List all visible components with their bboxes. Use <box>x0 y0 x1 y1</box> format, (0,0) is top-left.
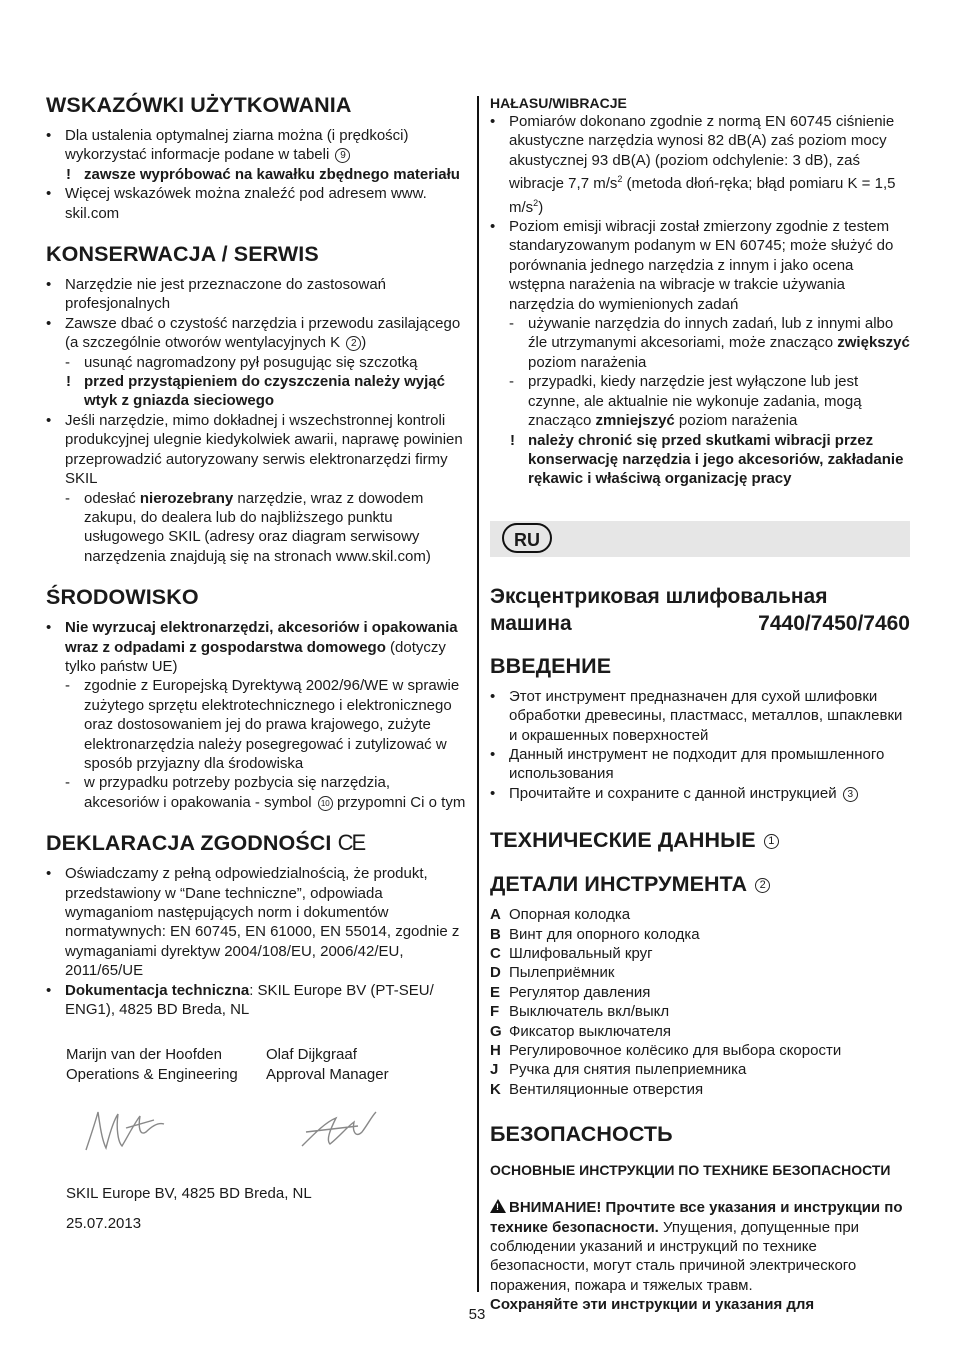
ce-mark-icon: CE <box>337 830 365 856</box>
part-item <box>490 1060 910 1079</box>
part-key: H <box>490 1042 501 1059</box>
section-declaration <box>46 830 466 1019</box>
section-title: ТЕХНИЧЕСКИЕ ДАННЫЕ 1 <box>490 827 910 853</box>
dash-item: - zgodnie z Europejską Dyrektywą 2002/96/WE w sprawie zużytego sprzętu elektrotechnicznego i elektronicznego oraz dostosowaniem jej do prawa krajowego, zużyte elektronarzędzia należy posegregować i zutylizować w sposób przyjazny dla środowiska <box>46 676 466 773</box>
part-key: A <box>490 906 501 924</box>
part-item <box>490 1022 910 1041</box>
part-key: D <box>490 964 501 982</box>
column-divider <box>477 96 479 1292</box>
section-parts <box>490 871 910 1099</box>
section-title: WSKAZÓWKI UŻYTKOWANIA <box>46 93 352 117</box>
declaration-date: 25.07.2013 <box>66 1214 142 1232</box>
part-key: F <box>490 1003 500 1021</box>
list-item: • Данный инструмент не подходит для промышленного использования <box>490 745 910 784</box>
part-label: Ручка для снятия пылеприемника <box>509 1061 747 1079</box>
language-badge: RU <box>502 523 552 553</box>
dash-item: - używanie narzędzia do innych zadań, lub z innymi albo źle utrzymanymi akcesoriami, może znacząco zwiększyć poziom narażenia <box>490 314 910 372</box>
dash-item: - w przypadku potrzeby pozbycia się narzędzia, akcesoriów i opakowania - symbol 10 przypomni Ci o tym <box>46 773 466 812</box>
warning-item: ! przed przystąpieniem do czyszczenia należy wyjąć wtyk z gniazda sieciowego <box>66 373 445 410</box>
list-item: • Zawsze dbać o czystość narzędzia i przewodu zasilającego (a szczególnie otworów wentylacyjnych K 2 ) <box>46 314 466 353</box>
dash-item: - odesłać nierozebrany narzędzie, wraz z dowodem zakupu, do dealera lub do najbliższego punktu usługowego SKIL (adresy oraz diagram serwisowy narzędzenia znajdują się na stronach www.skil.com) <box>46 489 466 567</box>
section-maintenance <box>46 241 466 566</box>
section-subtitle: ОСНОВНЫЕ ИНСТРУКЦИИ ПО ТЕХНИКЕ БЕЗОПАСНОСТИ <box>490 1162 891 1179</box>
part-item <box>490 1080 910 1099</box>
part-item <box>490 983 910 1002</box>
signatories <box>66 1045 466 1084</box>
part-label: Винт для опорного колодка <box>509 925 700 943</box>
safety-warning: ! ВНИМАНИЕ! Прочтите все указания и инструкции по технике безопасности. Упущения, допущенные при соблюдении указаний и инструкций по технике безопасности, могут сталь причиной электрического поражения, пожара и тяжелых травм. Сохраняйте эти инструкции и указания для <box>490 1199 903 1314</box>
warning-triangle-icon: ! <box>490 1199 506 1213</box>
part-key: B <box>490 925 501 943</box>
part-label: Шлифовальный круг <box>509 944 653 962</box>
section-usage-tips <box>46 92 466 223</box>
section-tech-data <box>490 827 910 853</box>
company-address: SKIL Europe BV, 4825 BD Breda, NL <box>66 1185 312 1203</box>
list-item: • Dokumentacja techniczna: SKIL Europe BV (PT-SEU/ ENG1), 4825 BD Breda, NL <box>46 981 466 1020</box>
section-noise <box>490 94 910 489</box>
part-key: E <box>490 983 501 1001</box>
part-label: Регулятор давления <box>509 983 651 1001</box>
signatory-role: Approval Manager <box>266 1065 389 1083</box>
part-item <box>490 1041 910 1060</box>
warning-item: ! zawsze wypróbować na kawałku zbędnego materiału <box>66 165 460 183</box>
part-label: Выключатель вкл/выкл <box>509 1003 670 1021</box>
part-item <box>490 944 910 963</box>
part-item <box>490 1002 910 1021</box>
signatory-name: Olaf Dijkgraaf <box>266 1046 357 1064</box>
product-title: Эксцентриковая шлифовальная машина 7440/7450/7460 <box>490 584 910 635</box>
parts-list <box>490 905 910 1099</box>
dash-item: - przypadki, kiedy narzędzie jest wyłączone lub jest czynne, ale aktualnie nie wykonuje zadania, mogą znacząco zmniejszyć poziom narażenia <box>490 372 910 430</box>
section-intro <box>490 653 910 803</box>
list-item: • Więcej wskazówek można znaleźć pod adresem www. skil.com <box>46 184 466 223</box>
section-subtitle: HAŁASU/WIBRACJE <box>490 95 627 111</box>
section-environment <box>46 584 466 812</box>
part-item <box>490 905 910 924</box>
language-bar <box>490 521 910 557</box>
signatory-name: Marijn van der Hoofden <box>66 1046 222 1064</box>
part-key: G <box>490 1022 502 1040</box>
section-title: KONSERWACJA / SERWIS <box>46 242 319 267</box>
list-item: • Dla ustalenia optymalnej ziarna można (i prędkości) wykorzystać informacje podane w tabeli 9 <box>46 126 466 165</box>
part-key: K <box>490 1080 501 1098</box>
part-label: Опорная колодка <box>509 906 631 924</box>
ref-number: 2 <box>755 878 770 893</box>
part-label: Фиксатор выключателя <box>509 1022 671 1040</box>
section-title: DEKLARACJA ZGODNOŚCI CE <box>46 830 365 856</box>
list-item: • Этот инструмент предназначен для сухой шлифовки обработки древесины, пластмасс, металлов, шпаклевки и окрашенных поверхностей <box>490 687 910 745</box>
signature-icon <box>82 1102 296 1162</box>
list-item: • Jeśli narzędzie, mimo dokładnej i wszechstronnej kontroli produkcyjnej ulegnie kiedykolwiek awarii, naprawę powinien przeprowadzić autoryzowany serwis elektronarzędzi firmy SKIL <box>46 411 466 489</box>
list-item: • Poziom emisji wibracji został zmierzony zgodnie z testem standaryzowanym podanym w EN 60745; może służyć do porównania jednego narzędzia z innym i jako ocena wstępna narażenia na wibracje w trakcie używania narzędzia do wymienionych zadań <box>490 217 910 314</box>
section-title: ВВЕДЕНИЕ <box>490 653 612 678</box>
part-label: Регулировочное колёсико для выбора скорости <box>509 1042 842 1059</box>
part-key: C <box>490 944 501 962</box>
warning-item: ! należy chronić się przed skutkami wibracji przez konserwację narzędzia i jego akcesoriów, zakładanie rękawic i właściwą organizację pracy <box>510 431 904 488</box>
signatory-role: Operations & Engineering <box>66 1065 238 1083</box>
dash-item: - usunąć nagromadzony pył posugując się szczotką <box>46 353 466 372</box>
signatures <box>82 1102 466 1162</box>
page-number: 53 <box>468 1306 486 1323</box>
left-column <box>46 92 466 1233</box>
signature-icon <box>296 1102 416 1162</box>
section-title: ДЕТАЛИ ИНСТРУМЕНТА 2 <box>490 871 910 897</box>
part-label: Вентиляционные отверстия <box>509 1080 704 1098</box>
ref-number: 9 <box>335 148 350 163</box>
part-item <box>490 963 910 982</box>
section-safety <box>490 1121 910 1314</box>
ref-number: 1 <box>764 834 779 849</box>
list-item: • Pomiarów dokonano zgodnie z normą EN 60745 ciśnienie akustyczne narzędzia wynosi 82 dB(A) zaś poziom mocy akustycznej 93 dB(A) (poziom odchylenie: 3 dB), zaś wibracje 7,7 $m/s^2$ (metoda dłoń-ręka; błąd pomiaru K = 1,5 $m/s^2$) <box>490 112 910 217</box>
ref-number: 3 <box>843 787 858 802</box>
section-title: ŚRODOWISKO <box>46 585 199 610</box>
part-key: J <box>490 1061 499 1079</box>
part-item <box>490 925 910 944</box>
list-item: • Narzędzie nie jest przeznaczone do zastosowań profesjonalnych <box>46 275 466 314</box>
ref-number: 2 <box>346 336 361 351</box>
ref-number: 10 <box>318 796 333 811</box>
list-item: • Прочитайте и сохраните с данной инструкцией 3 <box>490 784 910 803</box>
right-column <box>490 94 910 1333</box>
section-title: БЕЗОПАСНОСТЬ <box>490 1122 673 1147</box>
list-item: • Oświadczamy z pełną odpowiedzialnością, że produkt, przedstawiony w “Dane techniczne”, odpowiada wymaganiom następujących norm i dokumentów normatywnych: EN 60745, EN 61000, EN 55014, zgodnie z wymaganiami dyrektyw 2004/108/EU, 2006/42/EU, 2011/65/UE <box>46 864 466 980</box>
part-label: Пылеприёмник <box>509 964 615 982</box>
list-item: • Nie wyrzucaj elektronarzędzi, akcesoriów i opakowania wraz z odpadami z gospodarstwa domowego (dotyczy tylko państw UE) <box>46 618 466 676</box>
